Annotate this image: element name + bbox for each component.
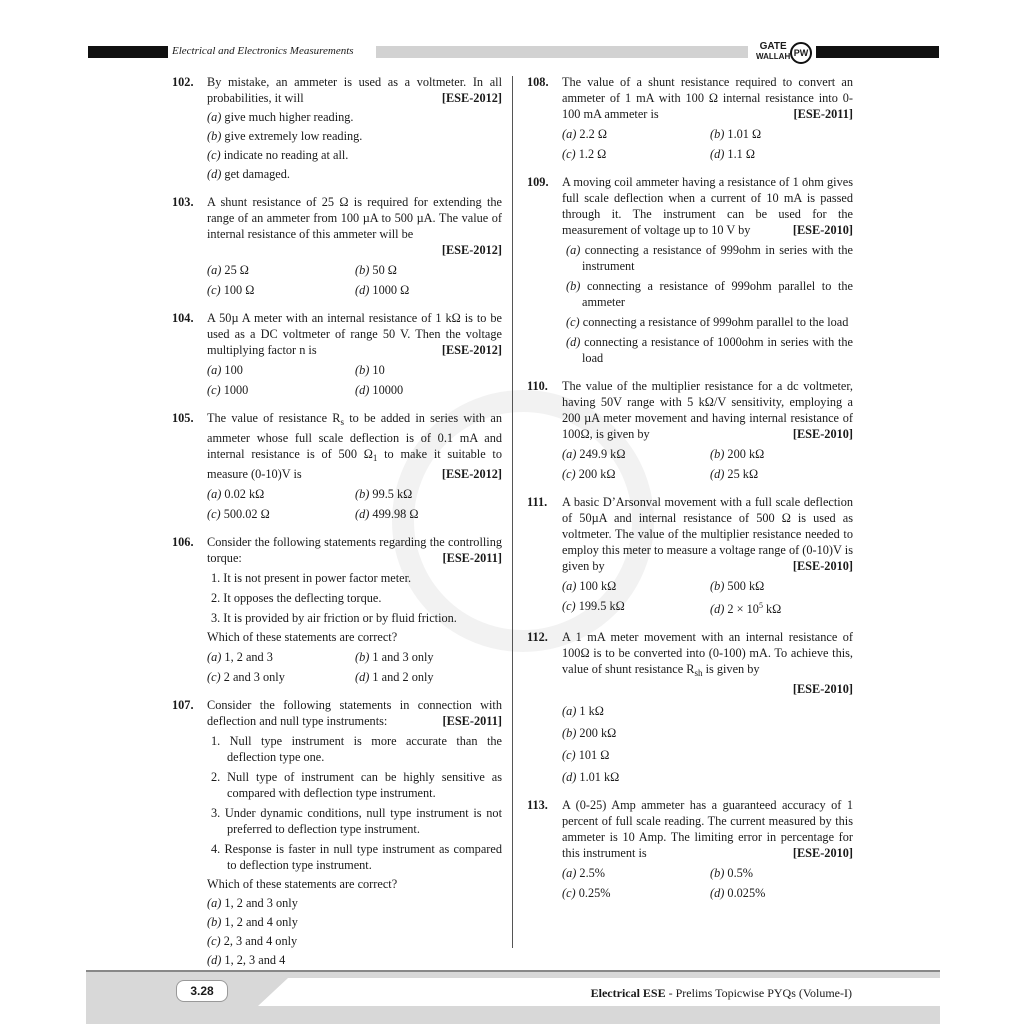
question-number: 105.	[172, 411, 194, 425]
exam-tag: [ESE-2012]	[441, 343, 502, 357]
question-number: 109.	[527, 175, 549, 189]
left-column	[172, 74, 502, 980]
logo-line2: WALLAH	[756, 52, 791, 61]
option-c: 0.25%	[578, 886, 611, 900]
question-text: Consider the following statements in connection with deflection and null type instruments: [ESE-2011]	[207, 698, 502, 728]
option-b: 1, 2 and 4 only	[224, 915, 298, 929]
option-b: 1.01 Ω	[727, 127, 762, 141]
question-number: 102.	[172, 75, 194, 89]
option-d: 499.98 Ω	[372, 507, 419, 521]
page-number: 3.28	[176, 980, 228, 1002]
header-bar-middle	[376, 46, 748, 58]
statement: 2. It opposes the deflecting torque.	[211, 591, 382, 605]
question-text: The value of resistance $R_s$ to be added in series with an ammeter whose full scale deflection is of 0.1 mA and internal resistance is of 500 $\Omega_1$ to make it suitable to measure (0-10)V is [ESE-2012]	[207, 411, 503, 481]
option-d: $2 \times 10^5$ kΩ	[727, 601, 782, 616]
option-b: 50 Ω	[372, 263, 397, 277]
question-text: A moving coil ammeter having a resistance of 1 ohm gives full scale deflection when a current of 10 mA is passed through it. The instrument can be used for the measurement of voltage up to 10 V by [ESE-2010]	[562, 175, 853, 237]
question-number: 104.	[172, 311, 194, 325]
option-c: 101 Ω	[578, 748, 610, 762]
right-column	[527, 74, 853, 913]
question-number: 110.	[527, 379, 548, 393]
question-number: 111.	[527, 495, 548, 509]
question-111: 111. A basic D’Arsonval movement with a full scale deflection of 50µA and internal resistance of 500 Ω is used as voltmeter. The value of the multiplier resistance needed to employ this meter to measure a voltage range of (0-10)V is given by [ESE-2010] (a) 100 kΩ (b) 500 kΩ (c) 199.5 kΩ (d) $2 \times 10^5$ kΩ	[527, 495, 853, 616]
option-a: give much higher reading.	[224, 110, 354, 124]
question-text: The value of the multiplier resistance for a dc voltmeter, having 50V range with 5 kΩ/V sensitivity, employing a 200 µA meter movement and having internal resistance of 100Ω, is given by [ESE-2010]	[562, 379, 853, 441]
option-d: 1.1 Ω	[727, 147, 756, 161]
option-a: 100	[224, 363, 243, 377]
statement: 1. Null type instrument is more accurate than the deflection type one.	[211, 734, 502, 764]
exam-tag: [ESE-2010]	[792, 223, 853, 237]
option-c: 199.5 kΩ	[578, 599, 625, 613]
question-112: 112. A 1 mA meter movement with an internal resistance of 100Ω is to be converted into (0-100) mA. To achieve this, value of shunt resistance $R_{sh}$ is given by [ESE-2010] (a) 1 kΩ (b) 200 kΩ (c) 101 Ω (d) 1.01 kΩ	[527, 630, 853, 784]
question-108: 108. The value of a shunt resistance required to convert an ammeter of 1 mA with 100 Ω internal resistance into 0-100 mA ammeter is [ESE-2011] (a) 2.2 Ω (b) 1.01 Ω (c) 1.2 Ω (d) 1.1 Ω	[527, 75, 853, 161]
option-c: connecting a resistance of 999ohm parallel to the load	[582, 315, 849, 329]
question-text: A shunt resistance of 25 Ω is required for extending the range of an ammeter from 100 µA to 500 µA. The value of internal resistance of this ammeter will be	[207, 195, 502, 241]
option-c: 200 kΩ	[578, 467, 616, 481]
question-110: 110. The value of the multiplier resistance for a dc voltmeter, having 50V range with 5 kΩ/V sensitivity, employing a 200 µA meter movement and having internal resistance of 100Ω, is given by [ESE-2010] (a) 249.9 kΩ (b) 200 kΩ (c) 200 kΩ (d) 25 kΩ	[527, 379, 853, 481]
question-text: A 50µ A meter with an internal resistance of 1 kΩ is to be used as a DC voltmeter of range 50 V. Then the voltage multiplying factor n is [ESE-2012]	[207, 311, 502, 357]
pw-logo-icon: PW	[790, 42, 812, 64]
option-a: 100 kΩ	[579, 579, 617, 593]
option-a: 2.2 Ω	[579, 127, 608, 141]
option-b: 200 kΩ	[579, 726, 617, 740]
footer-book-title: Electrical ESE - Prelims Topicwise PYQs (Volume-I)	[590, 986, 852, 1000]
question-number: 112.	[527, 630, 548, 644]
option-b: connecting a resistance of 999ohm parallel to the ammeter	[582, 279, 853, 309]
question-number: 103.	[172, 195, 194, 209]
option-a: 1, 2 and 3	[224, 650, 273, 664]
option-a: 25 Ω	[224, 263, 249, 277]
exam-tag: [ESE-2012]	[441, 91, 502, 105]
exam-tag: [ESE-2011]	[442, 714, 502, 728]
question-ask: Which of these statements are correct?	[207, 877, 398, 891]
option-c: 1000	[223, 383, 249, 397]
option-d: 1.01 kΩ	[579, 770, 620, 784]
exam-tag: [ESE-2012]	[441, 467, 502, 481]
option-c: indicate no reading at all.	[223, 148, 349, 162]
option-d: 10000	[372, 383, 404, 397]
option-c: 2, 3 and 4 only	[223, 934, 298, 948]
header-bar-left	[88, 46, 168, 58]
option-a: connecting a resistance of 999ohm in series with the instrument	[582, 243, 853, 273]
option-a: 249.9 kΩ	[579, 447, 626, 461]
exam-tag: [ESE-2010]	[792, 682, 853, 696]
question-number: 108.	[527, 75, 549, 89]
question-ask: Which of these statements are correct?	[207, 630, 398, 644]
option-d: 0.025%	[727, 886, 766, 900]
option-d: connecting a resistance of 1000ohm in series with the load	[582, 335, 853, 365]
option-b: 0.5%	[727, 866, 754, 880]
question-103: 103. A shunt resistance of 25 Ω is required for extending the range of an ammeter from 100 µA to 500 µA. The value of internal resistance of this ammeter will be [ESE-2012] (a) 25 Ω (b) 50 Ω (c) 100 Ω (d) 1000 Ω	[172, 195, 502, 297]
column-divider	[512, 76, 513, 948]
exam-tag: [ESE-2010]	[792, 559, 853, 573]
option-b: 1 and 3 only	[372, 650, 434, 664]
statement: 4. Response is faster in null type instrument as compared to deflection type instrument.	[211, 842, 502, 872]
gate-wallah-logo	[756, 42, 790, 62]
option-c: 500.02 Ω	[223, 507, 270, 521]
question-text: A basic D’Arsonval movement with a full scale deflection of 50µA and internal resistance of 500 Ω is used as voltmeter. The value of the multiplier resistance needed to employ this meter to measure a voltage range of (0-10)V is given by [ESE-2010]	[562, 495, 853, 573]
logo-line1: GATE	[759, 41, 787, 52]
option-c: 100 Ω	[223, 283, 255, 297]
statement: 1. It is not present in power factor meter.	[211, 571, 412, 585]
question-number: 107.	[172, 698, 194, 712]
option-b: give extremely low reading.	[224, 129, 363, 143]
question-107: 107. Consider the following statements in connection with deflection and null type instruments: [ESE-2011] 1. Null type instrument is more accurate than the deflection type one. 2. Null type of instrument can be highly sensitive as compared with deflection type instrument. 3. Under dynamic conditions, null type instrument is not preferred to deflection type instrument. 4. Response is faster in null type instrument as compared to deflection type instrument. Which of these statements are correct? (a) 1, 2 and 3 only (b) 1, 2 and 4 only (c) 2, 3 and 4 only (d) 1, 2, 3 and 4	[172, 698, 502, 967]
exam-tag: [ESE-2011]	[442, 551, 502, 565]
exam-tag: [ESE-2011]	[793, 107, 853, 121]
statement: 3. It is provided by air friction or by fluid friction.	[211, 611, 457, 625]
question-text: By mistake, an ammeter is used as a voltmeter. In all probabilities, it will [ESE-2012]	[207, 75, 502, 105]
option-a: 1 kΩ	[579, 704, 604, 718]
option-b: 99.5 kΩ	[372, 487, 413, 501]
question-text: A 1 mA meter movement with an internal resistance of 100Ω is to be converted into (0-100) mA. To achieve this, value of shunt resistance $R_{sh}$ is given by	[562, 630, 853, 678]
question-number: 106.	[172, 535, 194, 549]
exam-tag: [ESE-2012]	[441, 243, 502, 257]
option-a: 2.5%	[579, 866, 606, 880]
option-d: 1, 2, 3 and 4	[224, 953, 286, 967]
statement: 3. Under dynamic conditions, null type instrument is not preferred to deflection type instrument.	[211, 806, 502, 836]
question-number: 113.	[527, 798, 548, 812]
option-a: 1, 2 and 3 only	[224, 896, 298, 910]
option-a: 0.02 kΩ	[224, 487, 265, 501]
option-c: 2 and 3 only	[223, 670, 285, 684]
question-text: A (0-25) Amp ammeter has a guaranteed accuracy of 1 percent of full scale reading. The current measured by this ammeter is 10 Amp. The limiting error in percentage for this instrument is [ESE-2010]	[562, 798, 853, 860]
exam-tag: [ESE-2010]	[792, 427, 853, 441]
question-text: The value of a shunt resistance required to convert an ammeter of 1 mA with 100 Ω internal resistance into 0-100 mA ammeter is [ESE-2011]	[562, 75, 853, 121]
header-bar-right	[816, 46, 939, 58]
option-b: 10	[372, 363, 385, 377]
question-102: 102. By mistake, an ammeter is used as a voltmeter. In all probabilities, it will [ESE-2012] (a) give much higher reading. (b) give extremely low reading. (c) indicate no reading at all. (d) get damaged.	[172, 75, 502, 181]
option-c: 1.2 Ω	[578, 147, 607, 161]
option-d: 1000 Ω	[372, 283, 410, 297]
option-d: 1 and 2 only	[372, 670, 434, 684]
question-text: Consider the following statements regarding the controlling torque: [ESE-2011]	[207, 535, 502, 565]
question-113: 113. A (0-25) Amp ammeter has a guaranteed accuracy of 1 percent of full scale reading. The current measured by this ammeter is 10 Amp. The limiting error in percentage for this instrument is [ESE-2010] (a) 2.5% (b) 0.5% (c) 0.25% (d) 0.025%	[527, 798, 853, 900]
question-109: 109. A moving coil ammeter having a resistance of 1 ohm gives full scale deflection when a current of 10 mA is passed through it. The instrument can be used for the measurement of voltage up to 10 V by [ESE-2010] (a) connecting a resistance of 999ohm in series with the instrument (b) connecting a resistance of 999ohm parallel to the ammeter (c) connecting a resistance of 999ohm parallel to the load (d) connecting a resistance of 1000ohm in series with the load	[527, 175, 853, 365]
question-104: 104. A 50µ A meter with an internal resistance of 1 kΩ is to be used as a DC voltmeter of range 50 V. Then the voltage multiplying factor n is [ESE-2012] (a) 100 (b) 10 (c) 1000 (d) 10000	[172, 311, 502, 397]
header-title: Electrical and Electronics Measurements	[172, 45, 354, 57]
exam-tag: [ESE-2010]	[792, 846, 853, 860]
option-d: get damaged.	[224, 167, 290, 181]
question-106: 106. Consider the following statements regarding the controlling torque: [ESE-2011] 1. It is not present in power factor meter. 2. It opposes the deflecting torque. 3. It is provided by air friction or by fluid friction. Which of these statements are correct? (a) 1, 2 and 3 (b) 1 and 3 only (c) 2 and 3 only (d) 1 and 2 only	[172, 535, 502, 684]
statement: 2. Null type of instrument can be highly sensitive as compared with deflection type instrument.	[211, 770, 502, 800]
option-b: 500 kΩ	[727, 579, 765, 593]
option-b: 200 kΩ	[727, 447, 765, 461]
option-d: 25 kΩ	[727, 467, 759, 481]
question-105: 105. The value of resistance $R_s$ to be added in series with an ammeter whose full scale deflection is of 0.1 mA and internal resistance is of 500 $\Omega_1$ to make it suitable to measure (0-10)V is [ESE-2012] (a) 0.02 kΩ (b) 99.5 kΩ (c) 500.02 Ω (d) 499.98 Ω	[172, 411, 503, 521]
